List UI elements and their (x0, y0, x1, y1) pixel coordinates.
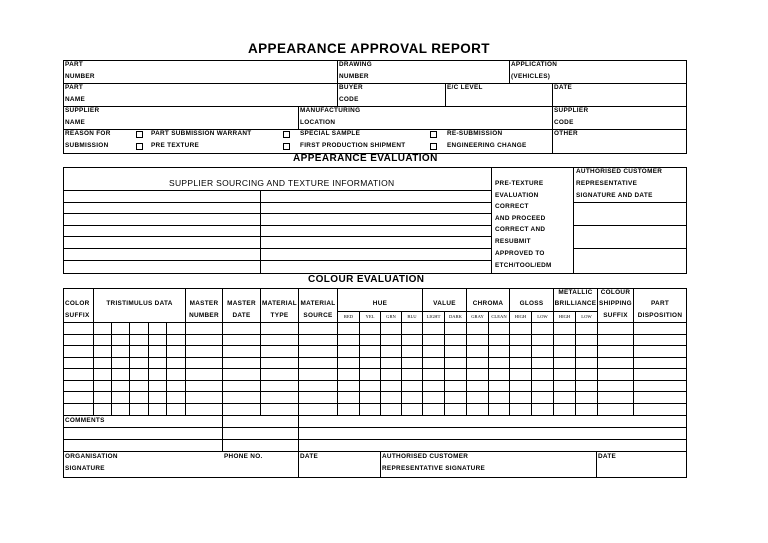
authorised-signature-label-2: REPRESENTATIVE (576, 180, 638, 187)
material-type-header-2: TYPE (270, 312, 289, 319)
correct-and-proceed-label-1: CORRECT (495, 203, 529, 210)
drawing-number-label-2: NUMBER (339, 73, 369, 80)
subheader-gloss-high: HIGH (514, 314, 527, 319)
material-source-header-1: MATERIAL (300, 300, 336, 307)
correct-and-resubmit-label-2: RESUBMIT (495, 238, 531, 245)
metallic-brilliance-header-1: METALLIC (558, 289, 593, 296)
application-label-1: APPLICATION (511, 61, 558, 68)
checkbox-special-sample[interactable] (283, 131, 290, 138)
subheader-red: RED (343, 314, 354, 319)
option-other: OTHER (554, 130, 578, 137)
option-first-production-shipment: FIRST PRODUCTION SHIPMENT (300, 142, 406, 149)
supplier-code-label-1: SUPPLIER (554, 107, 589, 114)
checkbox-pre-texture[interactable] (136, 143, 143, 150)
subheader-yel: YEL (365, 314, 375, 319)
phone-no-label: PHONE NO. (224, 453, 263, 460)
part-number-label-2: NUMBER (65, 73, 95, 80)
master-date-header-2: DATE (232, 312, 251, 319)
supplier-name-label-1: SUPPLIER (65, 107, 100, 114)
subheader-dark: DARK (448, 314, 463, 319)
master-number-header-2: NUMBER (189, 312, 219, 319)
date-label: DATE (554, 84, 573, 91)
authorised-customer-label-2: REPRESENTATIVE SIGNATURE (382, 465, 486, 472)
organisation-signature-label-2: SIGNATURE (65, 465, 105, 472)
subheader-grn: GRN (386, 314, 396, 319)
checkbox-first-production-shipment[interactable] (283, 143, 290, 150)
reason-for-submission-label-2: SUBMISSION (65, 142, 109, 149)
metallic-brilliance-header-2: BRILLIANCE (554, 300, 597, 307)
checkbox-engineering-change[interactable] (430, 143, 437, 150)
subheader-metallic-low: LOW (581, 314, 592, 319)
checkbox-part-submission-warrant[interactable] (136, 131, 143, 138)
option-part-submission-warrant: PART SUBMISSION WARRANT (151, 130, 252, 137)
reason-for-submission-label-1: REASON FOR (65, 130, 111, 137)
material-source-header-2: SOURCE (303, 312, 333, 319)
part-disposition-header-2: DISPOSITION (637, 312, 683, 319)
appearance-evaluation-title: APPEARANCE EVALUATION (293, 153, 438, 164)
master-date-header-1: MASTER (227, 300, 256, 307)
approved-to-label-2: ETCH/TOOL/EDM (495, 262, 552, 269)
tristimulus-header: TRISTIMULUS DATA (106, 300, 173, 307)
value-header: VALUE (433, 300, 456, 307)
manufacturing-location-label-1: MANUFACTURING (300, 107, 361, 114)
application-label-2: (VEHICLES) (511, 73, 551, 80)
part-name-label-2: NAME (65, 96, 86, 103)
checkbox-re-submission[interactable] (430, 131, 437, 138)
pre-texture-evaluation-label-1: PRE-TEXTURE (495, 180, 544, 187)
material-type-header-1: MATERIAL (262, 300, 297, 307)
part-name-label-1: PART (65, 84, 84, 91)
authorised-signature-label-1: AUTHORISED CUSTOMER (576, 168, 663, 175)
master-number-header-1: MASTER (189, 300, 219, 307)
supplier-sourcing-label: SUPPLIER SOURCING AND TEXTURE INFORMATION (169, 178, 395, 188)
part-number-label-1: PART (65, 61, 84, 68)
subheader-blu: BLU (407, 314, 417, 319)
footer-date2-label: DATE (598, 453, 617, 460)
buyer-code-label-2: CODE (339, 96, 359, 103)
ec-level-label: E/C LEVEL (447, 84, 483, 91)
subheader-gloss-low: LOW (537, 314, 548, 319)
option-special-sample: SPECIAL SAMPLE (300, 130, 361, 137)
subheader-metallic-high: HIGH (558, 314, 571, 319)
correct-and-resubmit-label-1: CORRECT AND (495, 226, 546, 233)
colour-evaluation-title: COLOUR EVALUATION (308, 274, 425, 285)
comments-label: COMMENTS (65, 417, 105, 424)
subheader-gray: GRAY (471, 314, 484, 319)
chroma-header: CHROMA (472, 300, 504, 307)
option-pre-texture: PRE TEXTURE (151, 142, 200, 149)
approved-to-label-1: APPROVED TO (495, 250, 545, 257)
option-re-submission: RE-SUBMISSION (447, 130, 503, 137)
subheader-light: LIGHT (426, 314, 441, 319)
correct-and-proceed-label-2: AND PROCEED (495, 215, 546, 222)
gloss-header: GLOSS (519, 300, 544, 307)
report-title: APPEARANCE APPROVAL REPORT (248, 41, 490, 56)
option-engineering-change: ENGINEERING CHANGE (447, 142, 527, 149)
color-suffix-header-1: COLOR (65, 300, 90, 307)
organisation-signature-label-1: ORGANISATION (65, 453, 118, 460)
footer-date-label: DATE (300, 453, 319, 460)
authorised-signature-label-3: SIGNATURE AND DATE (576, 192, 653, 199)
supplier-name-label-2: NAME (65, 119, 86, 126)
authorised-customer-label-1: AUTHORISED CUSTOMER (382, 453, 469, 460)
manufacturing-location-label-2: LOCATION (300, 119, 336, 126)
pre-texture-evaluation-label-2: EVALUATION (495, 192, 539, 199)
drawing-number-label-1: DRAWING (339, 61, 372, 68)
colour-shipping-suffix-header-3: SUFFIX (603, 312, 628, 319)
hue-header: HUE (372, 300, 388, 307)
supplier-code-label-2: CODE (554, 119, 574, 126)
colour-shipping-suffix-header-2: SHIPPING (599, 300, 632, 307)
color-suffix-header-2: SUFFIX (65, 312, 90, 319)
subheader-clean: CLEAN (491, 314, 507, 319)
part-disposition-header-1: PART (650, 300, 670, 307)
buyer-code-label-1: BUYER (339, 84, 363, 91)
colour-shipping-suffix-header-1: COLOUR (600, 289, 631, 296)
